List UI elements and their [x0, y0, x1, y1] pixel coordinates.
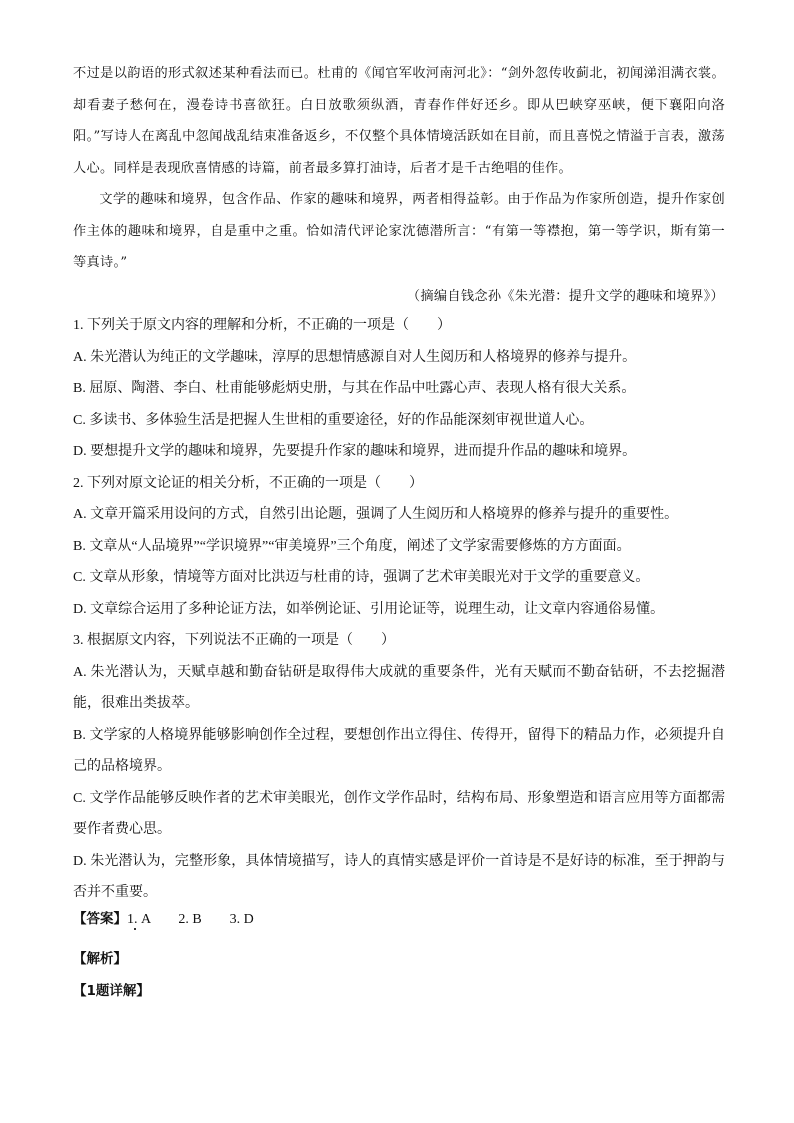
- analysis-label: 【解析】: [73, 951, 127, 967]
- question-1-option-a: A. 朱光潜认为纯正的文学趣味，淳厚的思想情感源自对人生阅历和人格境界的修养与提升。: [73, 349, 637, 365]
- decorative-dot: [134, 928, 136, 930]
- answer-label: 【答案】: [73, 911, 127, 927]
- questions-list: [73, 310, 725, 909]
- detail-label: 【1题详解】: [73, 983, 150, 999]
- question-1-option-d: D. 要想提升文学的趣味和境界，先要提升作家的趣味和境界，进而提升作品的趣味和境界。: [73, 444, 637, 459]
- question-2-option-b: B. 文章从“人品境界”“学识境界”“审美境界”三个角度，阐述了文学家需要修炼的方方面面。: [73, 538, 631, 554]
- question-1-option-b: B. 屈原、陶潜、李白、杜甫能够彪炳史册，与其在作品中吐露心声、表现人格有很大关系。: [73, 381, 636, 396]
- question-2-option-a: A. 文章开篇采用设问的方式，自然引出论题，强调了人生阅历和人格境界的修养与提升的重要性。: [73, 507, 679, 522]
- passage: [73, 58, 725, 279]
- answer-text: 1. A 2. B 3. D: [127, 912, 254, 927]
- question-3-option-c: C. 文学作品能够反映作者的艺术审美眼光，创作文学作品时，结构布局、形象塑造和语言应用等方面都需要作者费心思。: [73, 790, 725, 837]
- passage-paragraph-1: 不过是以韵语的形式叙述某种看法而已。杜甫的《闻官军收河南河北》：“剑外忽传收蓟北，初闻涕泪满衣裳。却看妻子愁何在，漫卷诗书喜欲狂。白日放歌须纵酒，青春作伴好还乡。即从巴峡穿巫峡，便下襄阳向洛阳。”写诗人在离乱中忽闻战乱结束准备返乡，不仅整个具体情境活跃如在目前，而且喜悦之情溢于言表，激荡人心。同样是表现欣喜情感的诗篇，前者最多算打油诗，后者才是千古绝唱的佳作。: [73, 66, 725, 176]
- passage-source: （摘编自钱念孙《朱光潜：提升文学的趣味和境界》）: [406, 289, 724, 304]
- answer-line: [73, 904, 254, 936]
- question-2-option-d: D. 文章综合运用了多种论证方法，如举例论证、引用论证等，说理生动，让文章内容通俗易懂。: [73, 601, 665, 617]
- question-3-option-a: A. 朱光潜认为，天赋卓越和勤奋钻研是取得伟大成就的重要条件，光有天赋而不勤奋钻研，不去挖掘潜能，很难出类拔萃。: [73, 664, 725, 711]
- question-1-option-c: C. 多读书、多体验生活是把握人生世相的重要途径，好的作品能深刻审视世道人心。: [73, 412, 594, 428]
- question-2-option-c: C. 文章从形象，情境等方面对比洪迈与杜甫的诗，强调了艺术审美眼光对于文学的重要意义。: [73, 570, 650, 585]
- question-3-stem: 3. 根据原文内容，下列说法不正确的一项是（ ）: [73, 633, 395, 648]
- question-3-option-d: D. 朱光潜认为，完整形象，具体情境描写，诗人的真情实感是评价一首诗是不是好诗的标准，至于押韵与否并不重要。: [73, 853, 725, 900]
- question-2-stem: 2. 下列对原文论证的相关分析，不正确的一项是（ ）: [73, 475, 423, 491]
- question-1-stem: 1. 下列关于原文内容的理解和分析，不正确的一项是（ ）: [73, 318, 451, 333]
- passage-paragraph-2: 文学的趣味和境界，包含作品、作家的趣味和境界，两者相得益彰。由于作品为作家所创造，提升作家创作主体的趣味和境界，自是重中之重。恰如清代评论家沈德潜所言：“有第一等襟抱，第一等学识，斯有第一等真诗。”: [73, 192, 725, 270]
- question-3-option-b: B. 文学家的人格境界能够影响创作全过程，要想创作出立得住、传得开，留得下的精品力作，必须提升自己的品格境界。: [73, 727, 725, 774]
